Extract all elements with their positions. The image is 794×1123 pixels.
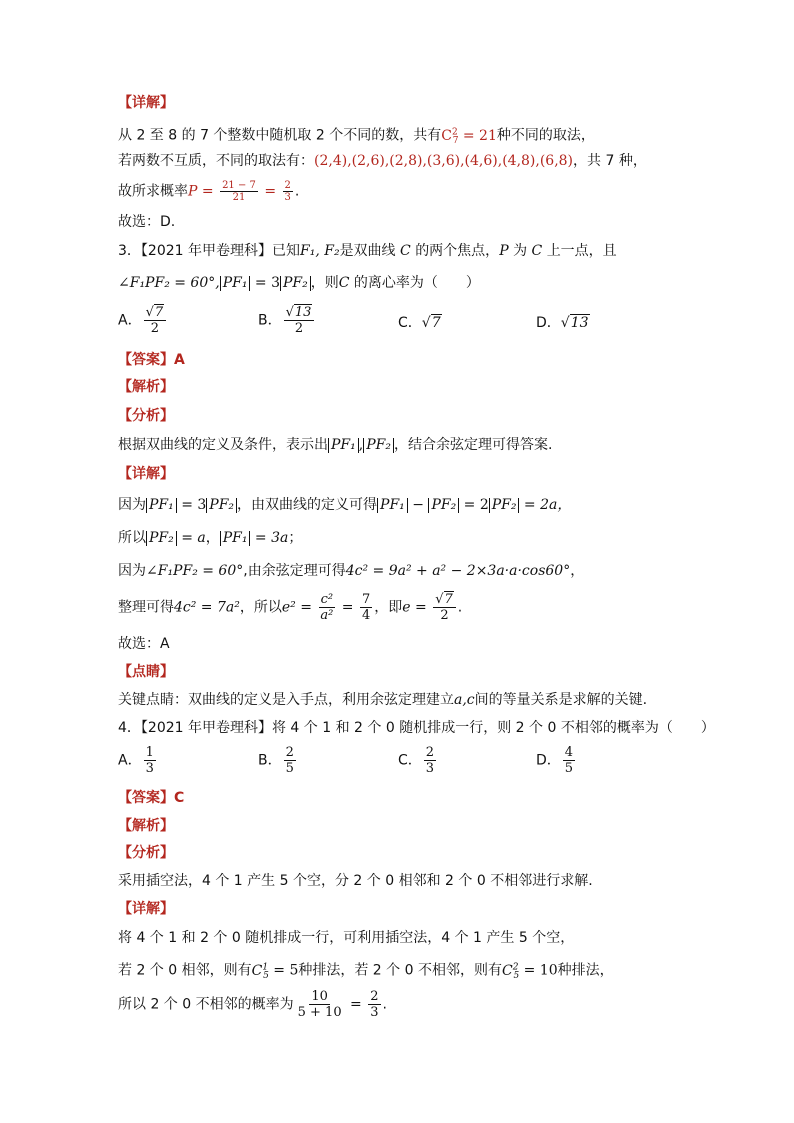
fraction: $\frac{√7}{2}$ [144,305,167,336]
fraction: $\frac{21 - 7}{21}$ [222,180,256,203]
fraction: $\frac{2}{3}$ [425,745,435,776]
q4-fenxi-heading: 【分析】 [118,845,174,861]
q4-option-c[interactable]: C． $\frac{2}{3}$ [398,745,435,776]
q3-fenxi-heading: 【分析】 [118,408,174,424]
fraction: $\frac{10}{5 + 10}$ [297,989,342,1020]
fraction: $\frac{√7}{2}$ [433,592,456,623]
q4-option-b[interactable]: B． $\frac{2}{5}$ [258,745,294,776]
q3-dianjing-text: 关键点睛：双曲线的定义是入手点，利用余弦定理建立a,c间的等量关系是求解的关键. [118,692,648,708]
fraction: $\frac{√13}{2}$ [284,305,315,336]
q3-choose: 故选：A [118,636,170,652]
q4-stem: 4．【2021 年甲卷理科】将 4 个 1 和 2 个 0 随机排成一行，则 2 个 0 不相邻的概率为（ ） [118,720,715,736]
fraction: $\frac{2}{3}$ [284,180,291,203]
q4-option-a[interactable]: A． $\frac{1}{3}$ [118,745,154,776]
q4-detail-line3: 所以 2 个 0 不相邻的概率为 $\frac{10}{5 + 10}$ = $\frac{2}{3}$ . [118,989,387,1020]
q3-dianjing-heading: 【点睛】 [118,664,174,680]
q3-option-d[interactable]: D．√13 [536,315,589,331]
q3-option-b[interactable]: B． $\frac{√13}{2}$ [258,305,316,336]
q3-stem-line2: ∠F₁PF₂ = 60°, PF₁ = 3 PF₂ ，则C 的离心率为（ ） [118,275,480,291]
q3-detail-line1: 因为 PF₁ = 3 PF₂ ，由双曲线的定义可得 PF₁ − PF₂ = 2 PF₂ = 2a， [118,497,572,513]
q4-option-d[interactable]: D． $\frac{4}{5}$ [536,745,574,776]
q4-detail-heading: 【详解】 [118,901,174,917]
q4-answer: 【答案】C [118,790,185,806]
q3-option-c[interactable]: C．√7 [398,315,441,331]
combination-c51: $C^1_5$ [251,962,269,982]
q3-detail-line4: 整理可得4c² = 7a²，所以e² = $\frac{\text{c²}}{\text{a²}}$ = $\frac{7}{4}$ ，即e = $\frac{√7}{2}$ . [118,592,463,623]
q4-fenxi-text: 采用插空法，4 个 1 产生 5 个空，分 2 个 0 相邻和 2 个 0 不相邻进行求解. [118,873,593,889]
q3-detail-heading: 【详解】 [118,466,174,482]
fraction: $\frac{4}{5}$ [564,745,574,776]
s1-line2: 若两数不互质，不同的取法有：(2,4),(2,6),(2,8),(3,6),(4,6),(4,8),(6,8)，共 7 种， [118,153,647,169]
combination-c52: $C^2_5$ [501,962,520,982]
q3-detail-line3: 因为∠F₁PF₂ = 60°,由余弦定理可得4c² = 9a² + a² − 2×3a·a·cos60°， [118,563,585,579]
combination-c72: $C^2_7 = 21$ [441,127,497,147]
detail-heading: 【详解】 [118,95,174,111]
fraction: $\frac{7}{4}$ [362,592,371,623]
q3-fenxi-text: 根据双曲线的定义及条件，表示出 PF₁ , PF₂ ，结合余弦定理可得答案. [118,437,553,453]
s1-line1: 从 2 至 8 的 7 个整数中随机取 2 个不同的数，共有$C^2_7 = 21$种不同的取法， [118,127,595,147]
q4-analysis-heading: 【解析】 [118,818,174,834]
q4-detail-line2: 若 2 个 0 相邻，则有$C^1_5 = 5$种排法，若 2 个 0 不相邻，则有$C^2_5 = 10$种排法， [118,962,614,982]
q3-detail-line2: 所以 PF₂ = a， PF₁ = 3a； [118,530,303,546]
q3-stem-line1: 3．【2021 年甲卷理科】已知F₁, F₂是双曲线 C 的两个焦点，P 为 C 上一点，且 [118,243,617,259]
fraction: $\frac{1}{3}$ [145,745,154,776]
q3-analysis-heading: 【解析】 [118,379,174,395]
s1-line4: 故选：D. [118,214,176,230]
s1-line3: 故所求概率P = $\frac{21 - 7}{21}$ = $\frac{2}{3}$ . [118,180,300,203]
fraction: $\frac{\text{c²}}{\text{a²}}$ [320,592,334,623]
q3-answer: 【答案】A [118,352,185,368]
fraction: $\frac{2}{5}$ [285,745,294,776]
q3-option-a[interactable]: A． $\frac{√7}{2}$ [118,305,168,336]
fraction: $\frac{2}{3}$ [370,989,379,1020]
q4-detail-line1: 将 4 个 1 和 2 个 0 随机排成一行，可利用插空法，4 个 1 产生 5 个空， [118,930,575,946]
